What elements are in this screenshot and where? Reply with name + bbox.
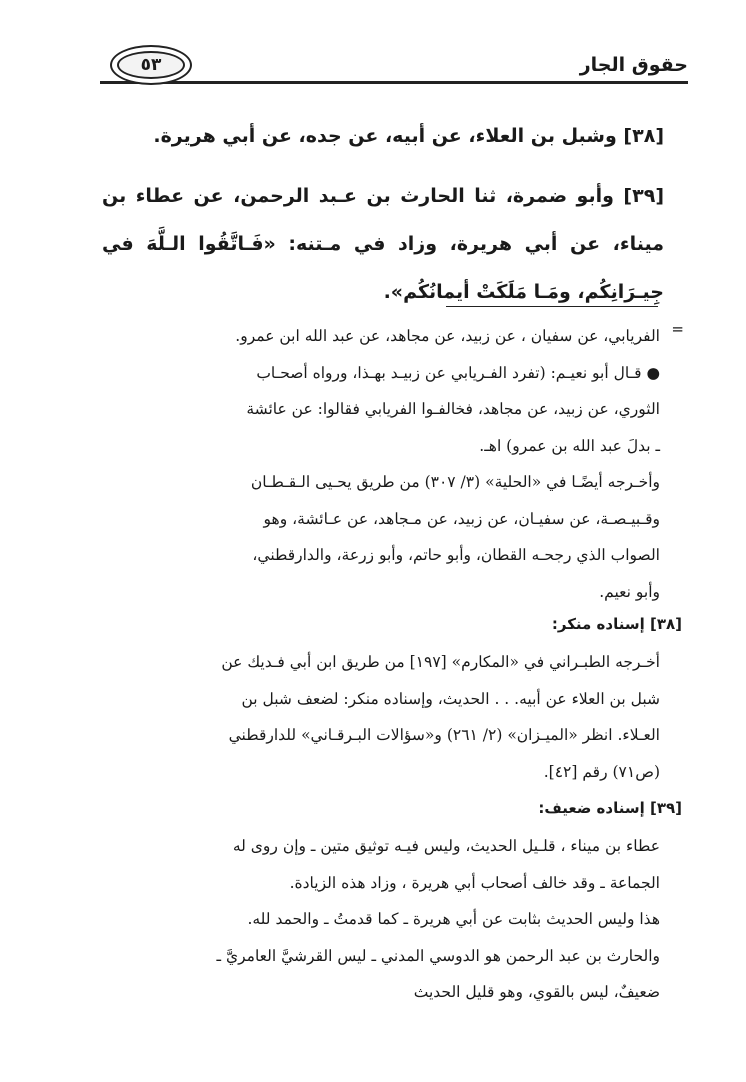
footnote-line: (ص٧١) رقم [٤٢]. — [543, 762, 660, 781]
running-title: حقوق الجار — [579, 54, 688, 76]
footnote-line: الفريابي، عن سفيان ، عن زبيد، عن مجاهد، عن عبد الله ابن عمرو. — [235, 327, 660, 345]
footnote-line: والحارث بن عبد الرحمن هو الدوسي المدني ـ ليس القرشيَّ العامريَّ ـ — [216, 946, 660, 965]
footnote-line: العـلاء. انظر «الميـزان» (٢/ ٢٦١) و«سؤالات البـرقـاني» للدارقطني — [228, 726, 660, 744]
footnote-line: عطاء بن ميناء ، قلـيل الحديث، وليس فيـه توثيق متين ـ وإن روى له — [232, 837, 660, 855]
footnote-line: الجماعة ـ وقد خالف أصحاب أبي هريرة ، وزاد هذه الزيادة. — [289, 873, 660, 892]
footnotes — [100, 318, 684, 1015]
footnote-continuation — [100, 318, 684, 610]
footnote-line: هذا وليس الحديث بثابت عن أبي هريرة ـ كما قدمتُ ـ والحمد لله. — [247, 910, 660, 928]
footnote-line: ● قـال أبو نعيـم: (تفرد الفـريابي عن زبيـد بهـذا، ورواه أصحـاب — [256, 363, 660, 382]
narration-39: [٣٩] وأبو ضمرة، ثنا الحارث بن عـبد الرحمن، عن عطاء بن ميناء، عن أبي هريرة، وزاد في مـتنه: «فَـاتَّقُوا الـلَّهَ في جِيـرَانِكُم، ومَـا مَلَكَتْ أيمانُكُم». — [102, 185, 664, 303]
page-number-ornament — [110, 45, 192, 85]
footnote-separator — [446, 306, 658, 307]
footnote-line: ضعيفٌ، ليس بالقوي، وهو قليل الحديث — [413, 983, 660, 1001]
running-header — [100, 40, 688, 92]
footnote-line: وقـبيـصـة، عن سفيـان، عن زبيد، عن مـجاهد، عن عـائشة، وهو — [263, 509, 660, 528]
footnote-line: ـ بدلَ عبد الله بن عمرو) اهـ. — [479, 436, 660, 455]
footnote-heading-39: [٣٩] إسناده ضعيف: — [538, 799, 682, 817]
page-number: ٥٣ — [117, 51, 185, 79]
footnote-39 — [100, 828, 660, 1011]
footnote-line: وأبو نعيم. — [599, 582, 660, 601]
footnote-38 — [100, 644, 660, 790]
footnote-line: وأخـرجه أيضًـا في «الحلية» (٣/ ٣٠٧) من طريق يحـيى الـقـطـان — [250, 473, 660, 491]
header-rule — [100, 81, 688, 84]
footnote-heading-38: [٣٨] إسناده منكر: — [551, 615, 682, 633]
main-text — [102, 112, 664, 316]
narration-38: [٣٨] وشبل بن العلاء، عن أبيه، عن جده، عن أبي هريرة. — [153, 125, 664, 147]
footnote-line: أخـرجه الطبـراني في «المكارم» [١٩٧] من طريق ابن أبي فـديك عن — [221, 653, 660, 671]
footnote-line: الصواب الذي رجحـه القطان، وأبو حاتم، وأبو زرعة، والدارقطني، — [252, 546, 660, 564]
footnote-line: شبل بن العلاء عن أبيه. . . الحديث، وإسناده منكر: لضعف شبل بن — [241, 689, 660, 708]
continuation-mark: = — [671, 320, 684, 338]
footnote-line: الثوري، عن زبيد، عن مجاهد، فخالفـوا الفريابي فقالوا: عن عائشة — [246, 400, 660, 418]
